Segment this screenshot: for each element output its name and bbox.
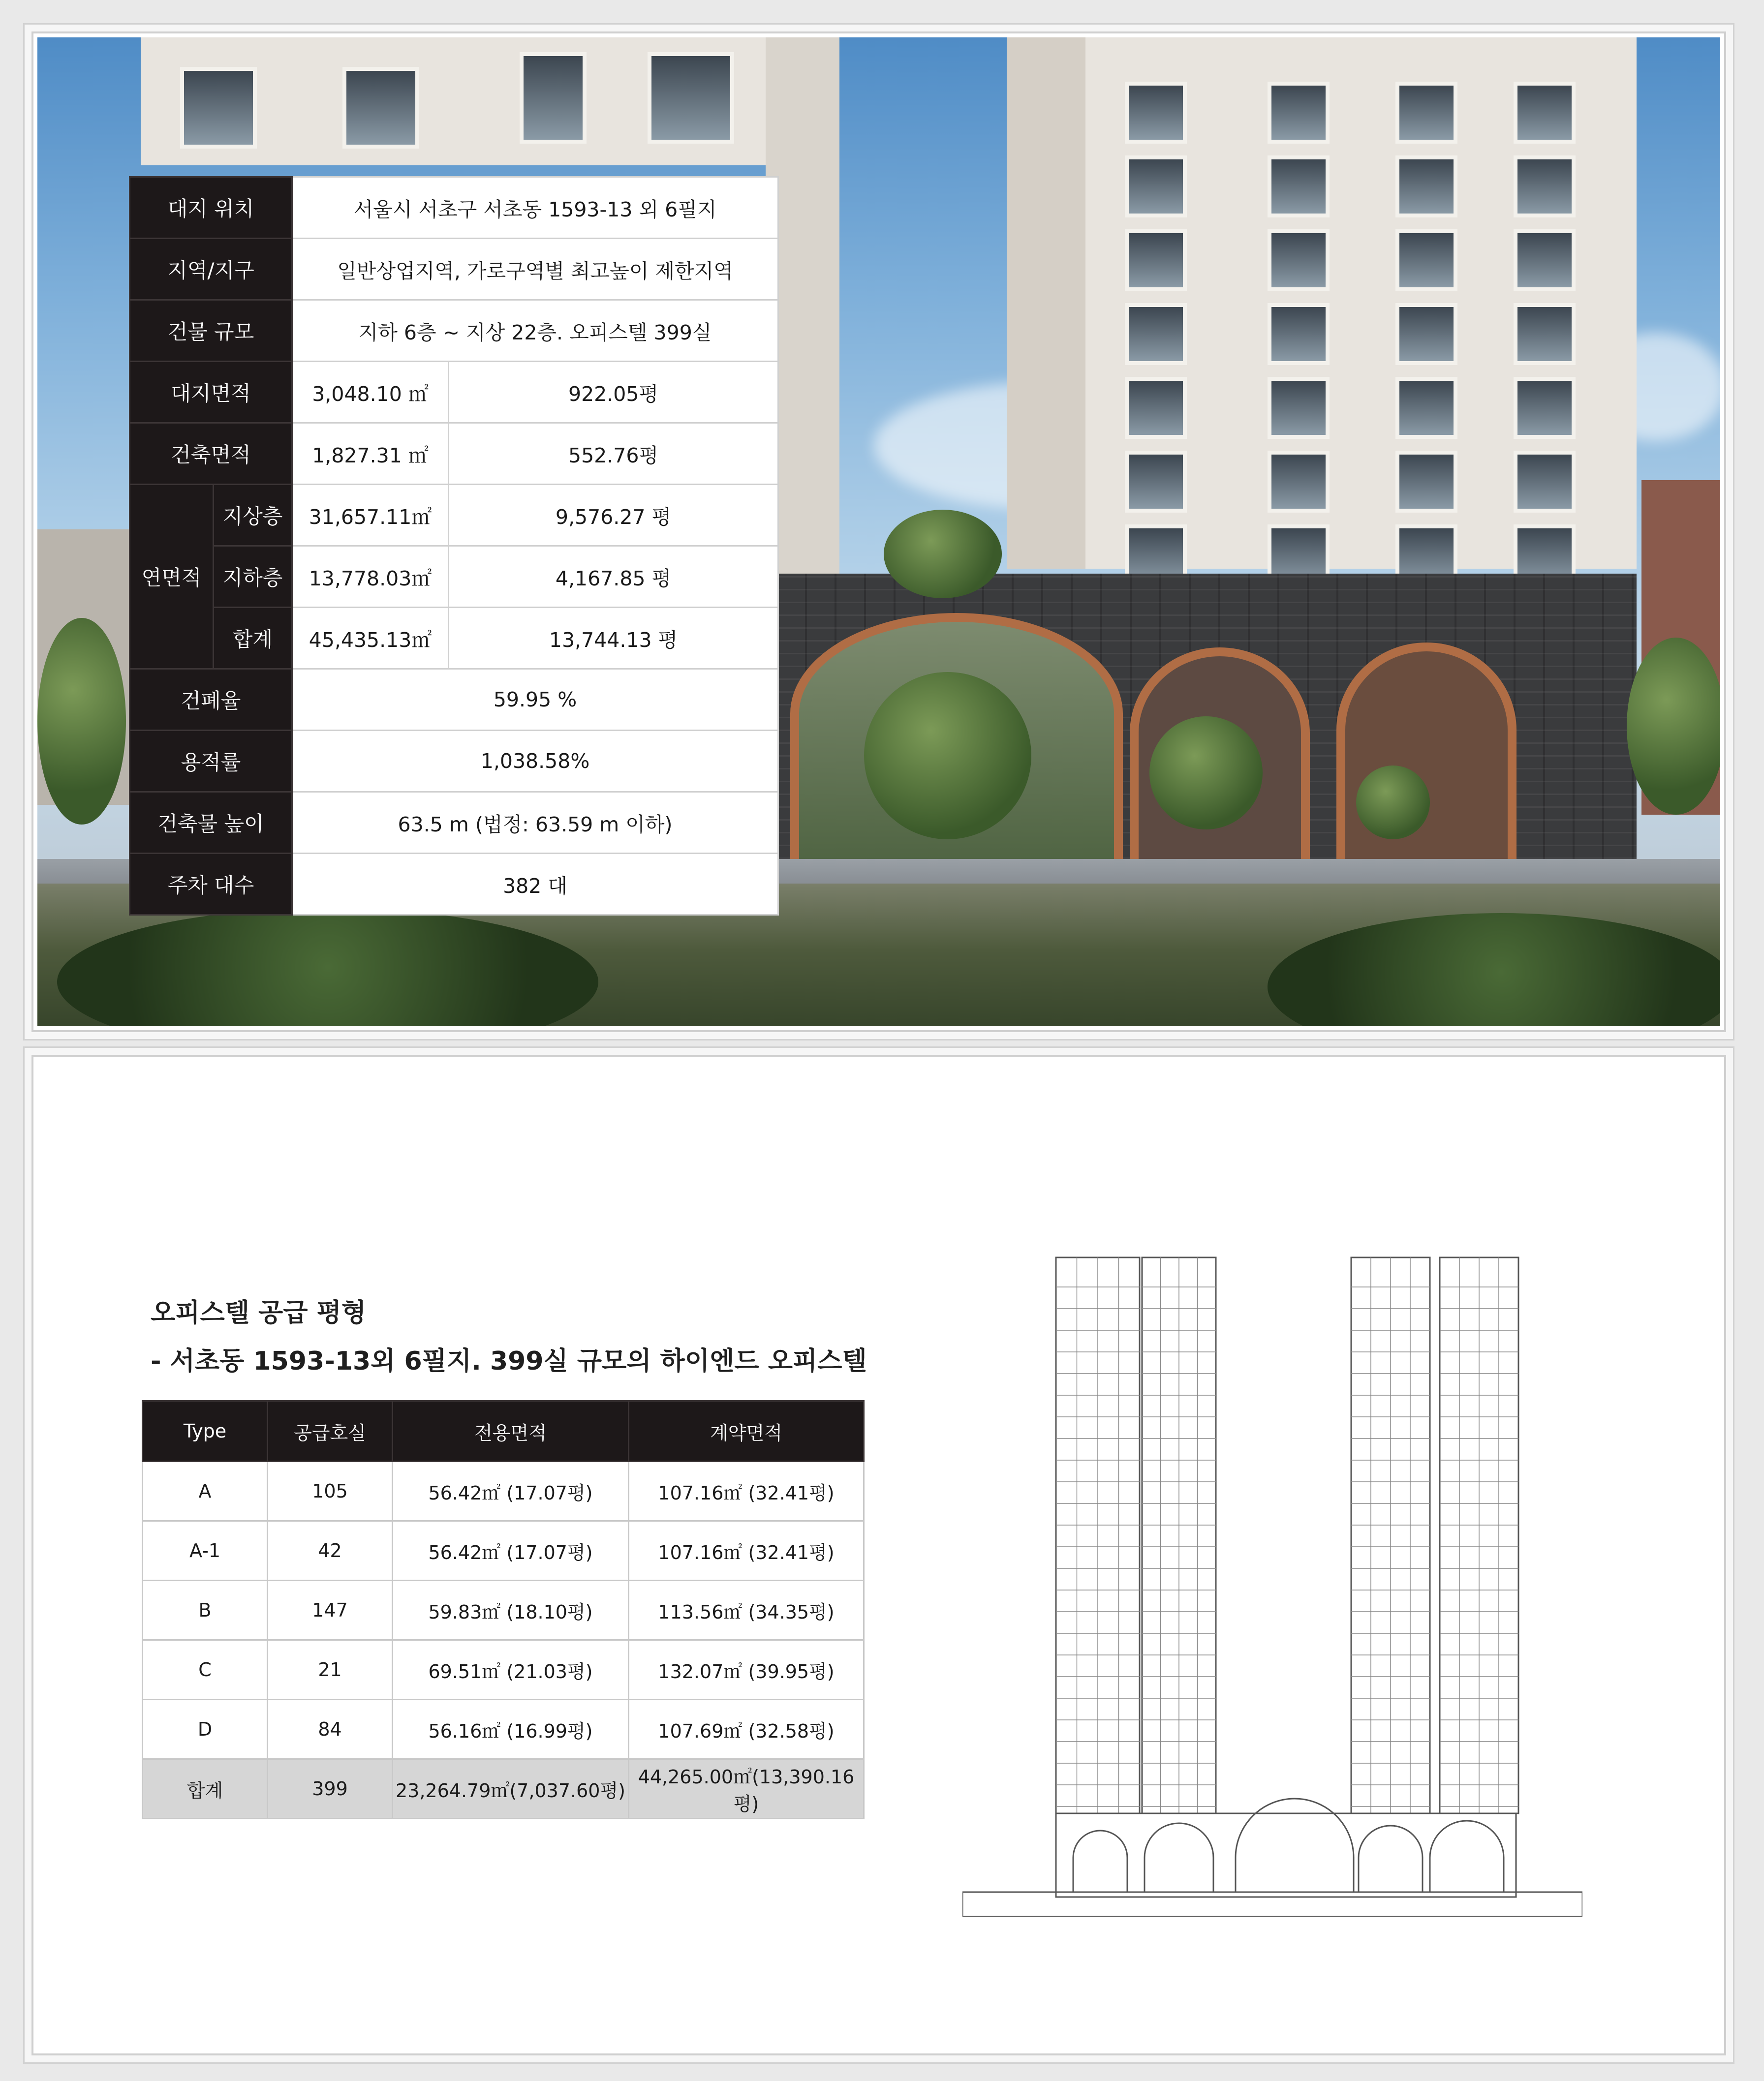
- contract-area-cell: 132.07㎡ (39.95평): [629, 1640, 864, 1700]
- spec-label: 대지면적: [130, 362, 292, 423]
- col-header-exclusive-area: 전용면적: [393, 1401, 629, 1462]
- table-row: [130, 423, 778, 485]
- building-overview-panel: [33, 33, 1724, 1030]
- spec-label: 대지 위치: [130, 177, 292, 239]
- exclusive-area-cell: 56.42㎡ (17.07평): [393, 1521, 629, 1581]
- spec-value-pyeong: 13,744.13 평: [449, 608, 778, 669]
- type-cell: D: [143, 1700, 268, 1759]
- spec-value-m2: 13,778.03㎡: [292, 546, 449, 608]
- exclusive-area-cell: 59.83㎡ (18.10평): [393, 1581, 629, 1640]
- table-row: [143, 1462, 864, 1521]
- spec-value: 일반상업지역, 가로구역별 최고높이 제한지역: [292, 239, 778, 300]
- spec-value: 지하 6층 ~ 지상 22층. 오피스텔 399실: [292, 300, 778, 362]
- units-cell: 42: [268, 1521, 393, 1581]
- table-row: [130, 362, 778, 423]
- table-row: [143, 1700, 864, 1759]
- spec-label: 지역/지구: [130, 239, 292, 300]
- type-cell: A: [143, 1462, 268, 1521]
- exclusive-area-cell: 56.16㎡ (16.99평): [393, 1700, 629, 1759]
- spec-value-pyeong: 552.76평: [449, 423, 778, 485]
- table-row: [130, 485, 778, 546]
- table-row: [143, 1581, 864, 1640]
- supply-panel: [33, 1057, 1724, 2053]
- table-row: [130, 731, 778, 792]
- total-row: [143, 1759, 864, 1819]
- gross-area-sub-label: 합계: [214, 608, 292, 669]
- spec-value-pyeong: 922.05평: [449, 362, 778, 423]
- supply-type-table: [142, 1400, 865, 1819]
- spec-value-pyeong: 9,576.27 평: [449, 485, 778, 546]
- spec-value-m2: 3,048.10 ㎡: [292, 362, 449, 423]
- contract-area-cell: 107.16㎡ (32.41평): [629, 1521, 864, 1581]
- table-row: [130, 792, 778, 854]
- spec-label: 주차 대수: [130, 854, 292, 915]
- units-cell: 399: [268, 1759, 393, 1819]
- contract-area-cell: 107.16㎡ (32.41평): [629, 1462, 864, 1521]
- gross-area-label: 연면적: [130, 485, 214, 669]
- spec-value: 63.5 m (법정: 63.59 m 이하): [292, 792, 778, 854]
- contract-area-cell: 107.69㎡ (32.58평): [629, 1700, 864, 1759]
- col-header-units: 공급호실: [268, 1401, 393, 1462]
- table-row: [143, 1640, 864, 1700]
- spec-value: 382 대: [292, 854, 778, 915]
- supply-title: 오피스텔 공급 평형: [151, 1298, 367, 1328]
- spec-value-m2: 1,827.31 ㎡: [292, 423, 449, 485]
- units-cell: 105: [268, 1462, 393, 1521]
- contract-area-cell: 44,265.00㎡(13,390.16평): [629, 1759, 864, 1819]
- spec-value: 59.95 %: [292, 669, 778, 731]
- table-row: [130, 669, 778, 731]
- spec-value: 서울시 서초구 서초동 1593-13 외 6필지: [292, 177, 778, 239]
- building-elevation-drawing: [962, 1238, 1582, 1917]
- gross-area-sub-label: 지상층: [214, 485, 292, 546]
- building-spec-table: [129, 176, 779, 916]
- spec-value-pyeong: 4,167.85 평: [449, 546, 778, 608]
- units-cell: 21: [268, 1640, 393, 1700]
- spec-value: 1,038.58%: [292, 731, 778, 792]
- table-row: [130, 177, 778, 239]
- exclusive-area-cell: 23,264.79㎡(7,037.60평): [393, 1759, 629, 1819]
- table-row: [130, 608, 778, 669]
- units-cell: 147: [268, 1581, 393, 1640]
- type-cell: A-1: [143, 1521, 268, 1581]
- type-cell: C: [143, 1640, 268, 1700]
- spec-value-m2: 31,657.11㎡: [292, 485, 449, 546]
- contract-area-cell: 113.56㎡ (34.35평): [629, 1581, 864, 1640]
- table-row: [130, 239, 778, 300]
- col-header-contract-area: 계약면적: [629, 1401, 864, 1462]
- units-cell: 84: [268, 1700, 393, 1759]
- exclusive-area-cell: 69.51㎡ (21.03평): [393, 1640, 629, 1700]
- type-cell: B: [143, 1581, 268, 1640]
- spec-value-m2: 45,435.13㎡: [292, 608, 449, 669]
- spec-label: 건축물 높이: [130, 792, 292, 854]
- spec-label: 건폐율: [130, 669, 292, 731]
- table-row: [130, 546, 778, 608]
- table-row: [143, 1521, 864, 1581]
- type-cell: 합계: [143, 1759, 268, 1819]
- arch: [1336, 643, 1516, 873]
- spec-label: 건축면적: [130, 423, 292, 485]
- spec-label: 용적률: [130, 731, 292, 792]
- table-row: [130, 854, 778, 915]
- table-header-row: [143, 1401, 864, 1462]
- gross-area-sub-label: 지하층: [214, 546, 292, 608]
- table-row: [130, 300, 778, 362]
- col-header-type: Type: [143, 1401, 268, 1462]
- supply-subtitle: - 서초동 1593-13외 6필지. 399실 규모의 하이엔드 오피스텔: [151, 1347, 867, 1376]
- spec-label: 건물 규모: [130, 300, 292, 362]
- exclusive-area-cell: 56.42㎡ (17.07평): [393, 1462, 629, 1521]
